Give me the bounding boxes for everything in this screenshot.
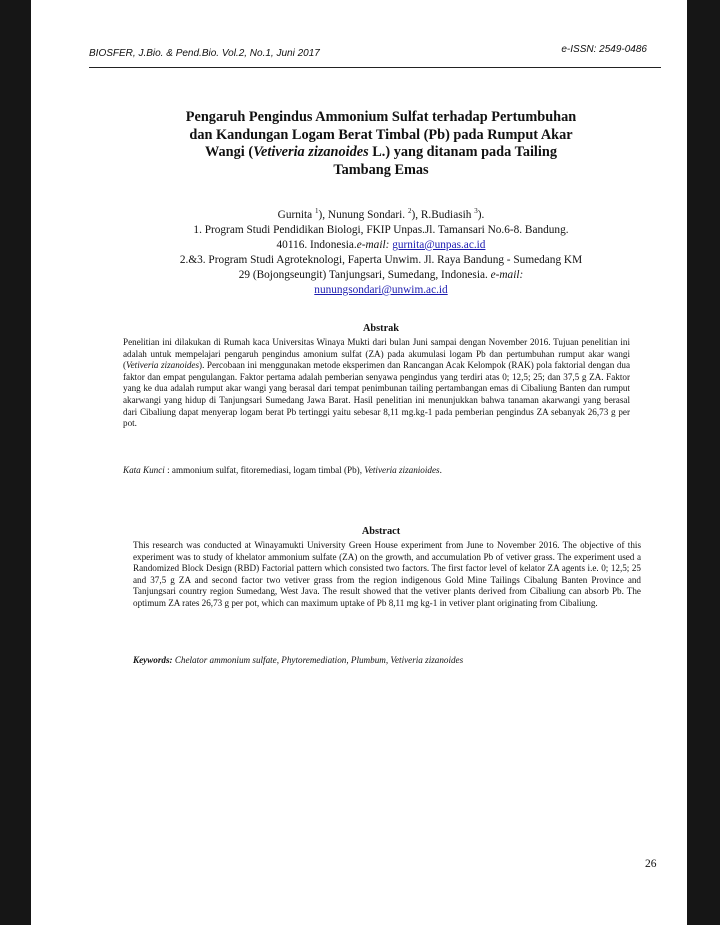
title-line-4: Tambang Emas — [333, 161, 429, 178]
author-block — [111, 204, 651, 298]
paper-title — [111, 109, 651, 179]
page-number: 26 — [645, 858, 657, 870]
abstract-body: This research was conducted at Winayamukti University Green House experiment from June to November 2016. The objective of this experiment was to study of khelator ammonium sulfate (ZA) on the growth, and accumulation Pb of vetiver grass. The experiment used a Randomized Block Design (RBD) Factorial pattern which consisted two factors. The first factor level of kelator ZA agents i.e. 0; 12,5; 25 and 37,5 g ZA and second factor two vetiver grass from the region indigenous Gold Mine Tailings Cibalung Banten Province and Tanjungsari country region Sumedang, West Java. The result showed that the vetiver plants derived from Cibaliung can absorb Pb. The optimum ZA rates 26,73 g per pot, which can maximum uptake of Pb 8,11 mg kg-1 in vetiver plant originating from Cibaliung. — [133, 540, 641, 608]
running-header — [89, 43, 661, 68]
journal-name: BIOSFER, J.Bio. & Pend.Bio. Vol.2, No.1, Juni 2017 — [89, 48, 320, 59]
kata-kunci: Kata Kunci : ammonium sulfat, fitoremediasi, logam timbal (Pb), Vetiveria zizanioides. — [123, 465, 442, 475]
abstrak-heading: Abstrak — [362, 323, 400, 334]
email-line-2 — [111, 283, 651, 298]
email-link-1[interactable]: gurnita@unpas.ac.id — [392, 238, 486, 251]
document-page — [31, 0, 687, 925]
affiliation-2: 2.&3. Program Studi Agroteknologi, Faperta Unwim. Jl. Raya Bandung - Sumedang KM — [179, 253, 583, 266]
title-species: Vetiveria zizanoides — [253, 144, 369, 160]
email-link-2[interactable]: nunungsondari@unwim.ac.id — [314, 283, 448, 296]
author-names: Gurnita $^1$), Nunung Sondari. $^2$), R.Budiasih $^3$). — [277, 207, 485, 221]
title-line-1: Pengaruh Pengindus Ammonium Sulfat terhadap Pertumbuhan — [185, 109, 577, 125]
title-line-3a: Wangi ( — [205, 144, 254, 160]
keywords: Keywords: Chelator ammonium sulfate, Phytoremediation, Plumbum, Vetiveria zizanoides — [133, 655, 464, 665]
abstrak-body: Penelitian ini dilakukan di Rumah kaca Universitas Winaya Mukti dari bulan Juni sampai dengan November 2016. Tujuan penelitian ini adalah untuk mempelajari pengaruh pengindus amonium sulfat (ZA) pada akumulasi logam Pb dan pertumbuhan rumput akar wangi (Vetiveria zizanoides). Percobaan ini menggunakan metode eksperimen dan Rancangan Acak Kelompok (RAK) pola faktorial dengan dua faktor dan empat pengulangan. Faktor pertama adalah pemberian senyawa pengindus yang terdiri atas 0; 12,5; 25; dan 37,5 g ZA. Faktor yang ke dua adalah rumput akar wangi yang berasal dari tempat penimbunan tailing pertambangan emas di Cibaliung Banten dan rumput akarwangi yang hidup di Tanjungsari Sumedang Jawa Barat. Hasil penelitian ini menunjukkan bahwa tanaman akarwangi yang berasal dari Cibaliung dapat menyerap logam berat Pb tertinggi yaitu sebesar 8,11 mg.kg-1 pada pemberian pengindus ZA sebanyak 26,73 g per pot. — [123, 337, 630, 429]
affiliation-1: 1. Program Studi Pendidikan Biologi, FKIP Unpas.Jl. Tamansari No.6-8. Bandung. — [193, 223, 569, 236]
title-line-3b: L.) yang ditanam pada Tailing — [368, 144, 557, 160]
abstract-heading: Abstract — [361, 526, 401, 537]
issn: e-ISSN: 2549-0486 — [561, 44, 647, 55]
affiliation-1-cont: 40116. Indonesia.e-mail: gurnita@unpas.ac.id — [276, 238, 486, 251]
affiliation-2-cont: 29 (Bojongseungit) Tanjungsari, Sumedang, Indonesia. e-mail: — [238, 268, 524, 281]
title-line-2: dan Kandungan Logam Berat Timbal (Pb) pada Rumput Akar — [189, 126, 573, 143]
